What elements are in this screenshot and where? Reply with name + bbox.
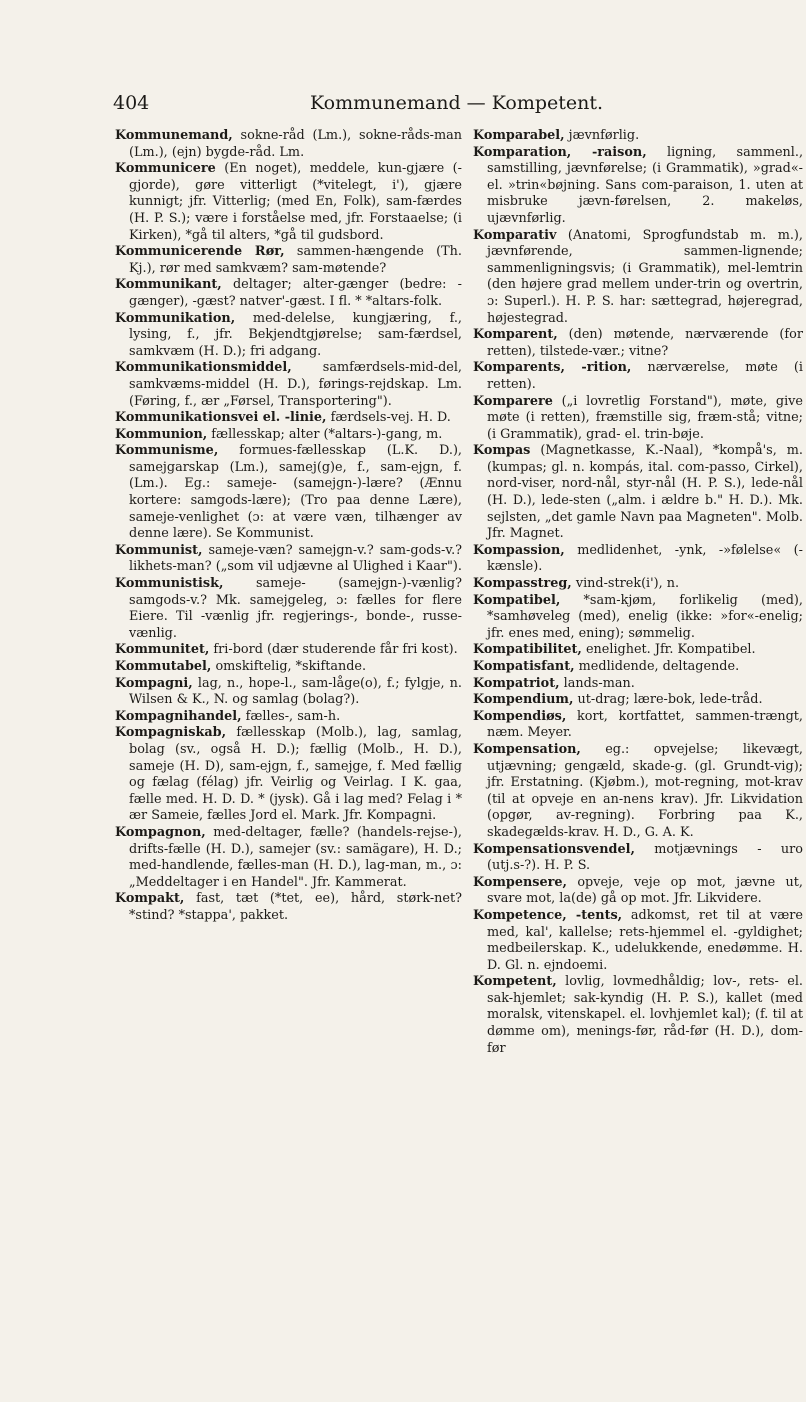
headword: Kommunikant, xyxy=(115,277,222,293)
definition: medlidende, deltagende. xyxy=(574,659,740,674)
dictionary-entry xyxy=(473,709,803,742)
definition: samfærdsels-mid-del, samkvæms-middel (H. D.), førings-rejdskap. Lm. (Føring, f., ær „Førsel, Transportering"). xyxy=(129,360,462,409)
definition: eg.: opvejelse; likevægt, utjævning; gengæld, skade-g. (gl. Grundt-vig); jfr. Erstatning. (Kjøbm.), mot-regning, mot-krav (til at opveje en an-nens krav). Jfr. Likvidation (opgør, av-regning). Forbring paa K., skadegælds-krav. H. D., G. A. K. xyxy=(487,741,803,840)
dictionary-entry xyxy=(473,543,803,576)
headword: Kompassion, xyxy=(473,542,565,558)
headword: Kommunemand, xyxy=(115,128,233,143)
running-title: Kommunemand — Kompetent. xyxy=(310,92,604,114)
definition: lovlig, lovmedhåldig; lov-, rets- el. sak-hjemlet; sak-kyndig (H. P. S.), kallet (med moralsk, vitenskapel. el. lovhjemlet kal); (f. til at dømme om), menings-før, råd-før (H. D.), dom-før xyxy=(487,974,803,1056)
dictionary-entry xyxy=(473,443,803,543)
dictionary-entry xyxy=(473,842,803,875)
dictionary-entry xyxy=(473,875,803,908)
definition: (En noget), meddele, kun-gjære (-gjorde), gøre vitterligt (*vitelegt, i'), gjære kunnigt; jfr. Vitterlig; (med En, Folk), sam-færdes (H. P. S.); være i forståelse med, jfr. Forstaaelse; (i Kirken), *gå til alters, *gå til gudsbord. xyxy=(129,161,462,243)
definition: vind-strek(i'), n. xyxy=(571,576,680,592)
dictionary-entry xyxy=(115,891,462,924)
dictionary-entry xyxy=(473,692,803,709)
definition: sokne-råd (Lm.), sokne-råds-man (Lm.), (ejn) bygde-råd. Lm. xyxy=(129,128,462,160)
headword: Kommunikation, xyxy=(115,310,236,326)
dictionary-entry xyxy=(115,128,462,161)
dictionary-entry xyxy=(115,244,462,277)
headword: Kompendiøs, xyxy=(473,708,567,724)
headword: Kompas xyxy=(473,443,531,459)
headword: Kommutabel, xyxy=(115,659,212,674)
definition: (Anatomi, Sprogfundstab m. m.), jævnførende, sammen-lignende; sammenligningsvis; (i Grammatik), mel-lemtrin (den højere grad mellem under-trin og overtrin, ɔ: Superl.). H. P. S. har: sættegrad, højeregrad, højestegrad. xyxy=(487,227,803,326)
definition: fællesskap; alter (*altars-)-gang, m. xyxy=(207,426,443,442)
dictionary-entry xyxy=(115,676,462,709)
definition: medlidenhet, -ynk, -»følelse« (-kænsle). xyxy=(487,542,803,575)
headword: Kompensere, xyxy=(473,874,567,890)
headword: Kompagniskab, xyxy=(115,725,227,741)
headword: Kompetent, xyxy=(473,974,557,990)
headword: Kommunist, xyxy=(115,542,203,558)
dictionary-entry xyxy=(115,709,462,726)
headword: Komparent, xyxy=(473,327,558,343)
dictionary-entry xyxy=(115,642,462,659)
left-column xyxy=(115,128,462,925)
headword: Kompetence, -tents, xyxy=(473,907,623,923)
dictionary-entry xyxy=(473,908,803,974)
headword: Kommunion, xyxy=(115,426,208,442)
definition: jævnførlig. xyxy=(564,128,640,143)
dictionary-entry xyxy=(473,576,803,593)
headword: Kommunisme, xyxy=(115,443,219,459)
headword: Kommunikationsmiddel, xyxy=(115,360,292,376)
dictionary-entry xyxy=(115,410,462,427)
headword: Kompagnihandel, xyxy=(115,708,242,724)
headword: Kompatisfant, xyxy=(473,659,575,674)
headword: Kommunistisk, xyxy=(115,576,224,592)
dictionary-entry xyxy=(473,128,803,145)
headword: Komparation, -raison, xyxy=(473,144,647,160)
definition: fællesskap (Molb.), lag, samlag, bolag (sv., også H. D.); fællig (Molb., H. D.), sameje (H. D), sam-ejgn, f., samejge, f. Med fællig og fælag (félag) jfr. Veirlig og Veirlag. I K. gaa, fælle med. H. D. D. * (jysk). Gå i lag med? Felag i * ær Sameie, fælles Jord el. Mark. Jfr. Kompagni. xyxy=(129,725,462,824)
headword: Komparents, -rition, xyxy=(473,360,632,376)
definition: motjævnings - uro (utj.s-?). H. P. S. xyxy=(487,841,803,874)
headword: Kommunikationsvei el. -linie, xyxy=(115,410,327,426)
dictionary-entry xyxy=(115,277,462,310)
dictionary-entry xyxy=(473,327,803,360)
definition: („i lovretlig Forstand"), møte, give møte (i retten), fræmstille sig, fræm-stå; vitne; (i Grammatik), grad- el. trin-bøje. xyxy=(487,393,803,442)
dictionary-entry xyxy=(473,394,803,444)
definition: sameje-væn? samejgn-v.? sam-gods-v.? likhets-man? („som vil udjævne al Ulighed i Kaar"). xyxy=(129,542,462,575)
dictionary-entry xyxy=(473,145,803,228)
definition: ligning, sammenl., samstilling, jævnførelse; (i Grammatik), »grad«- el. »trin«bøjning. Sans com-paraison, 1. uten at misbruke jævn-førelsen, 2. makeløs, ujævnførlig. xyxy=(487,144,804,226)
headword: Kompensationsvendel, xyxy=(473,841,635,857)
headword: Kompatibel, xyxy=(473,592,561,608)
headword: Kompatriot, xyxy=(473,675,560,691)
headword: Kompagnon, xyxy=(115,824,206,840)
headword: Kompatibilitet, xyxy=(473,642,582,658)
dictionary-entry xyxy=(115,311,462,361)
definition: med-deltager, fælle? (handels-rejse-), drifts-fælle (H. D.), samejer (sv.: samägare), H. D.; med-handlende, fælles-man (H. D.), lag-man, m., ɔ: „Meddeltager i en Handel". Jfr. Kammerat. xyxy=(129,824,462,890)
dictionary-entry xyxy=(115,543,462,576)
definition: nærværelse, møte (i retten). xyxy=(487,360,804,392)
dictionary-entry xyxy=(115,659,462,676)
definition: (den) møtende, nærværende (for retten), tilstede-vær.; vitne? xyxy=(487,327,803,359)
dictionary-entry xyxy=(115,161,462,244)
dictionary-entry xyxy=(115,443,462,543)
headword: Komparativ xyxy=(473,227,557,243)
headword: Kompakt, xyxy=(115,891,185,907)
dictionary-entry xyxy=(473,659,803,676)
definition: færdsels-vej. H. D. xyxy=(326,410,451,426)
dictionary-entry xyxy=(115,576,462,642)
headword: Kommunicere xyxy=(115,161,216,177)
headword: Komparabel, xyxy=(473,128,565,143)
definition: med-delelse, kungjæring, f., lysing, f., jfr. Bekjendtgjørelse; sam-færdsel, samkvæm (H. D.); fri adgang. xyxy=(129,310,462,359)
definition: kort, kortfattet, sammen-trængt, næm. Meyer. xyxy=(487,708,803,741)
dictionary-entry xyxy=(473,593,803,643)
definition: (Magnetkasse, K.-Naal), *kompå's, m. (kumpas; gl. n. kompás, ital. com-passo, Cirkel), nord-viser, nord-nål, styr-nål (H. P. S.), lede-nål (H. D.), lede-sten („alm. i ældre b." H. D.). Mk. sejlsten, „det gamle Navn paa Magneten". Molb. Jfr. Magnet. xyxy=(487,443,803,542)
headword: Kompasstreg, xyxy=(473,576,572,592)
definition: sammen-hængende (Th. Kj.), rør med samkvæm? sam-møtende? xyxy=(129,244,462,276)
dictionary-entry xyxy=(473,360,803,393)
dictionary-entry xyxy=(473,228,803,328)
dictionary-entry xyxy=(473,974,803,1057)
headword: Kompagni, xyxy=(115,675,193,691)
definition: ut-drag; lære-bok, lede-tråd. xyxy=(573,692,763,708)
definition: fast, tæt (*tet, ee), hård, størk-net? *stind? *stappa', pakket. xyxy=(129,891,462,923)
definition: omskiftelig, *skiftande. xyxy=(211,659,367,674)
headword: Kompensation, xyxy=(473,741,581,757)
dictionary-entry xyxy=(473,742,803,842)
headword: Kompendium, xyxy=(473,692,574,708)
definition: formues-fællesskap (L.K. D.), samejgarskap (Lm.), samej(g)e, f., sam-ejgn, f. (Lm.). Eg.: sameje- (samejgn-)-lære? (Ænnu kortere: samgods-lære); (Tro paa denne Lære), sameje-venlighet (ɔ: at være væn, tilhænger av denne lære). Se Kommunist. xyxy=(129,443,462,542)
dictionary-entry xyxy=(115,725,462,825)
definition: *sam-kjøm, forlikelig (med), *samhøveleg (med), enelig (ikke: »for«-enelig; jfr. enes med, ening); sømmelig. xyxy=(487,592,803,641)
definition: fælles-, sam-h. xyxy=(241,708,341,724)
dictionary-entry xyxy=(473,676,803,693)
definition: fri-bord (dær studerende får fri kost). xyxy=(209,642,458,658)
definition: adkomst, ret til at være med, kal', kallelse; rets-hjemmel el. -gyldighet; medbeilerskap. K., udelukkende, enedømme. H. D. Gl. n. ejndoemi. xyxy=(487,907,803,973)
definition: sameje- (samejgn-)-vænlig? samgods-v.? Mk. samejgeleg, ɔ: fælles for flere Eiere. Til -vænlig jfr. regjerings-, bonde-, russe-vænlig. xyxy=(129,576,462,641)
headword: Kommunicerende Rør, xyxy=(115,244,285,260)
dictionary-entry xyxy=(473,642,803,659)
dictionary-entry xyxy=(115,360,462,410)
definition: opveje, veje op mot, jævne ut, svare mot, la(de) gå op mot. Jfr. Likvidere. xyxy=(487,874,803,907)
right-column xyxy=(473,128,803,1057)
definition: lag, n., hope-l., sam-låge(o), f.; fylgje, n. Wilsen & K., N. og samlag (bolag?). xyxy=(129,675,462,708)
dictionary-entry xyxy=(115,825,462,891)
dictionary-entry xyxy=(115,427,462,444)
headword: Kommunitet, xyxy=(115,642,210,658)
definition: lands-man. xyxy=(559,675,635,691)
page-number: 404 xyxy=(113,92,150,114)
definition: enelighet. Jfr. Kompatibel. xyxy=(581,642,756,658)
headword: Komparere xyxy=(473,393,553,409)
definition: deltager; alter-gænger (bedre: -gænger), -gæst? natver'-gæst. I fl. * *altars-folk. xyxy=(129,277,462,309)
